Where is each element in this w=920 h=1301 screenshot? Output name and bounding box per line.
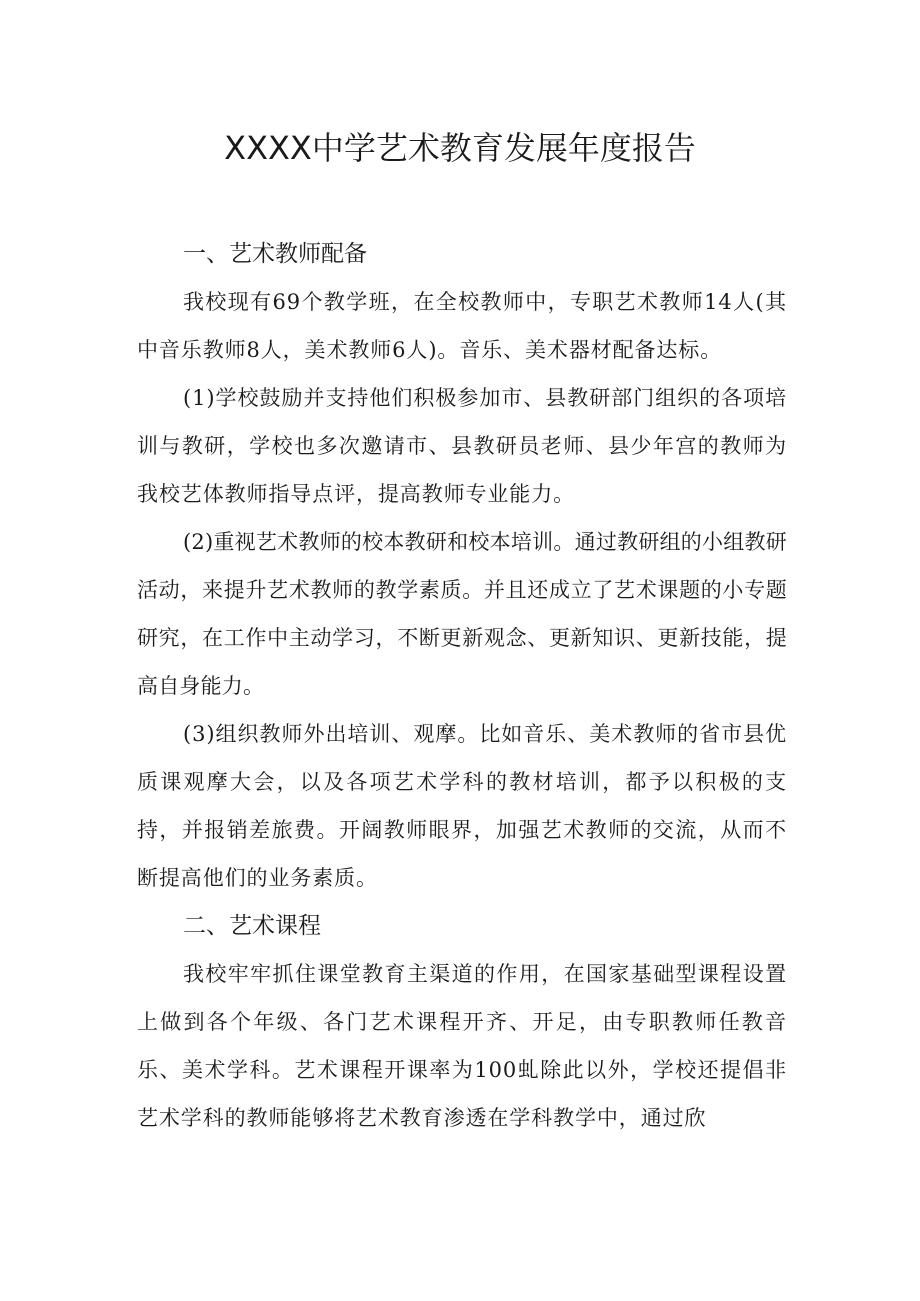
paragraph: 我校牢牢抓住课堂教育主渠道的作用，在国家基础型课程设置上做到各个年级、各门艺术课程开齐、开足，由专职教师任教音乐、美术学科。艺术课程开课率为100虬除此以外，学校还提倡非艺术学科的教师能够将艺术教育渗透在学科教学中，通过欣 (137, 962, 787, 1130)
section-heading: 一、艺术教师配备 (183, 241, 367, 267)
document-title: XXXX中学艺术教育发展年度报告 (224, 129, 696, 167)
section-art-curriculum (137, 902, 787, 1142)
section-heading: 二、艺术课程 (183, 913, 321, 939)
section-teacher-staffing (137, 230, 787, 902)
paragraph: (3)组织教师外出培训、观摩。比如音乐、美术教师的省市县优质课观摩大会，以及各项艺术学科的教材培训，都予以积极的支持，并报销差旅费。开阔教师眼界，加强艺术教师的交流，从而不断提高他们的业务素质。 (137, 722, 787, 890)
paragraph: (1)学校鼓励并支持他们积极参加市、县教研部门组织的各项培训与教研，学校也多次邀请市、县教研员老师、县少年宫的教师为我校艺体教师指导点评，提高教师专业能力。 (137, 386, 787, 506)
paragraph: 我校现有69个教学班，在全校教师中，专职艺术教师14人(其中音乐教师8人，美术教师6人)。音乐、美术器材配备达标。 (137, 290, 787, 362)
document-body (137, 230, 787, 1142)
paragraph: (2)重视艺术教师的校本教研和校本培训。通过教研组的小组教研活动，来提升艺术教师的教学素质。并且还成立了艺术课题的小专题研究，在工作中主动学习，不断更新观念、更新知识、更新技能，提高自身能力。 (137, 530, 787, 698)
